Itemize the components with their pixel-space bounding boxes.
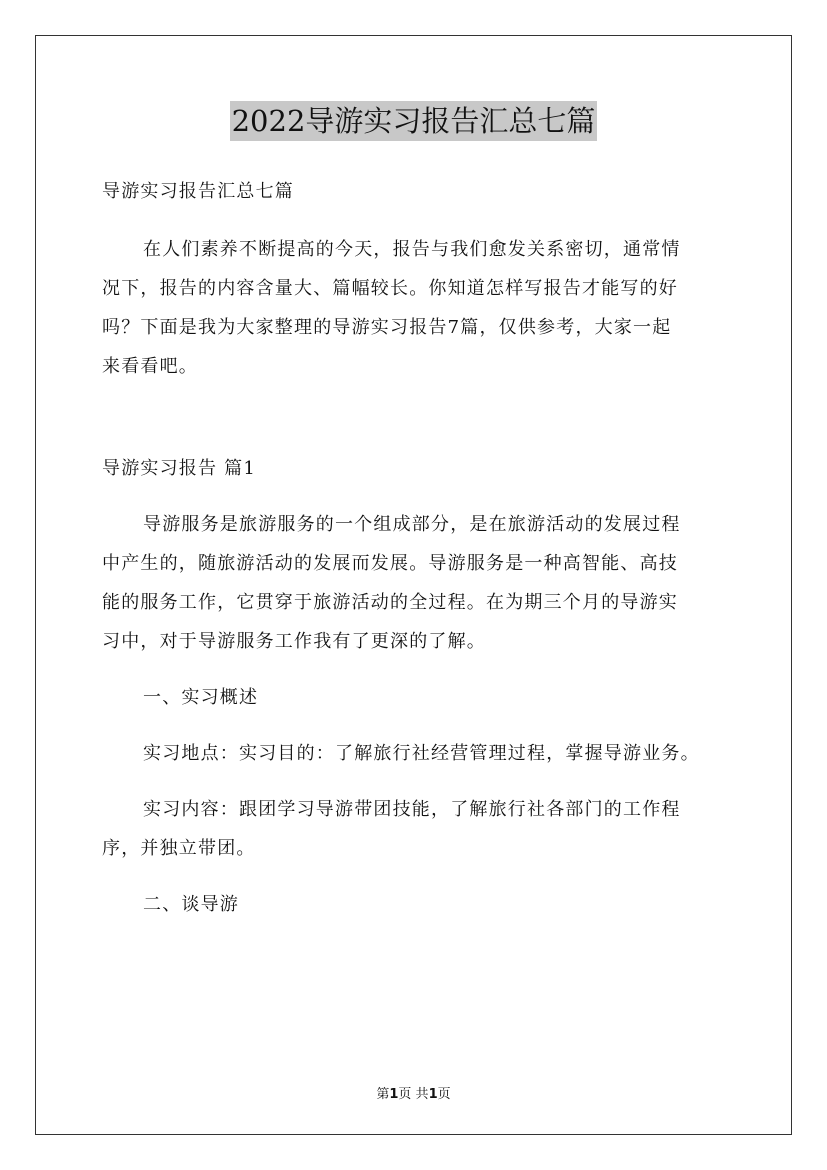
page-footer — [0, 1083, 827, 1102]
intro-line-1: 在人们素养不断提高的今天，报告与我们愈发关系密切，通常情 — [143, 239, 681, 260]
intro-line-4: 来看看吧。 — [102, 356, 198, 377]
location-line: 实习地点：实习目的：了解旅行社经营管理过程，掌握导游业务。 — [143, 743, 700, 764]
intro-line-3: 吗？下面是我为大家整理的导游实习报告7篇，仅供参考，大家一起 — [102, 317, 672, 338]
section-para-line-3: 能的服务工作，它贯穿于旅游活动的全过程。在为期三个月的导游实 — [102, 592, 678, 613]
intro-line-2: 况下，报告的内容含量大、篇幅较长。你知道怎样写报告才能写的好 — [102, 278, 678, 299]
section-para-line-4: 习中，对于导游服务工作我有了更深的了解。 — [102, 631, 486, 652]
footer-total-pages: 1 — [428, 1087, 438, 1102]
section-heading: 导游实习报告 篇1 — [102, 458, 256, 479]
heading-spacer-2 — [102, 868, 742, 885]
section-para-line-2: 中产生的，随旅游活动的发展而发展。导游服务是一种高智能、高技 — [102, 553, 678, 574]
document-body — [102, 172, 742, 924]
section-para-line-1: 导游服务是旅游服务的一个组成部分，是在旅游活动的发展过程 — [143, 514, 681, 535]
content-line-1: 实习内容：跟团学习导游带团技能，了解旅行社各部门的工作程 — [143, 799, 681, 820]
document-subtitle: 导游实习报告汇总七篇 — [102, 181, 294, 202]
content-line-2: 序，并独立带团。 — [102, 838, 256, 859]
footer-prefix: 第 — [376, 1087, 390, 1102]
footer-mid: 页 共 — [398, 1087, 429, 1102]
section-spacer — [102, 488, 742, 505]
content-spacer — [102, 773, 742, 790]
footer-suffix: 页 — [437, 1087, 451, 1102]
footer-page-number: 1 — [389, 1087, 399, 1102]
heading-spacer-1 — [102, 661, 742, 678]
title-wrapper — [0, 101, 827, 141]
location-spacer — [102, 717, 742, 734]
section-gap — [102, 386, 742, 449]
heading-overview: 一、实习概述 — [143, 687, 259, 708]
document-title: 2022导游实习报告汇总七篇 — [230, 101, 598, 141]
heading-tour-guide: 二、谈导游 — [143, 894, 239, 915]
